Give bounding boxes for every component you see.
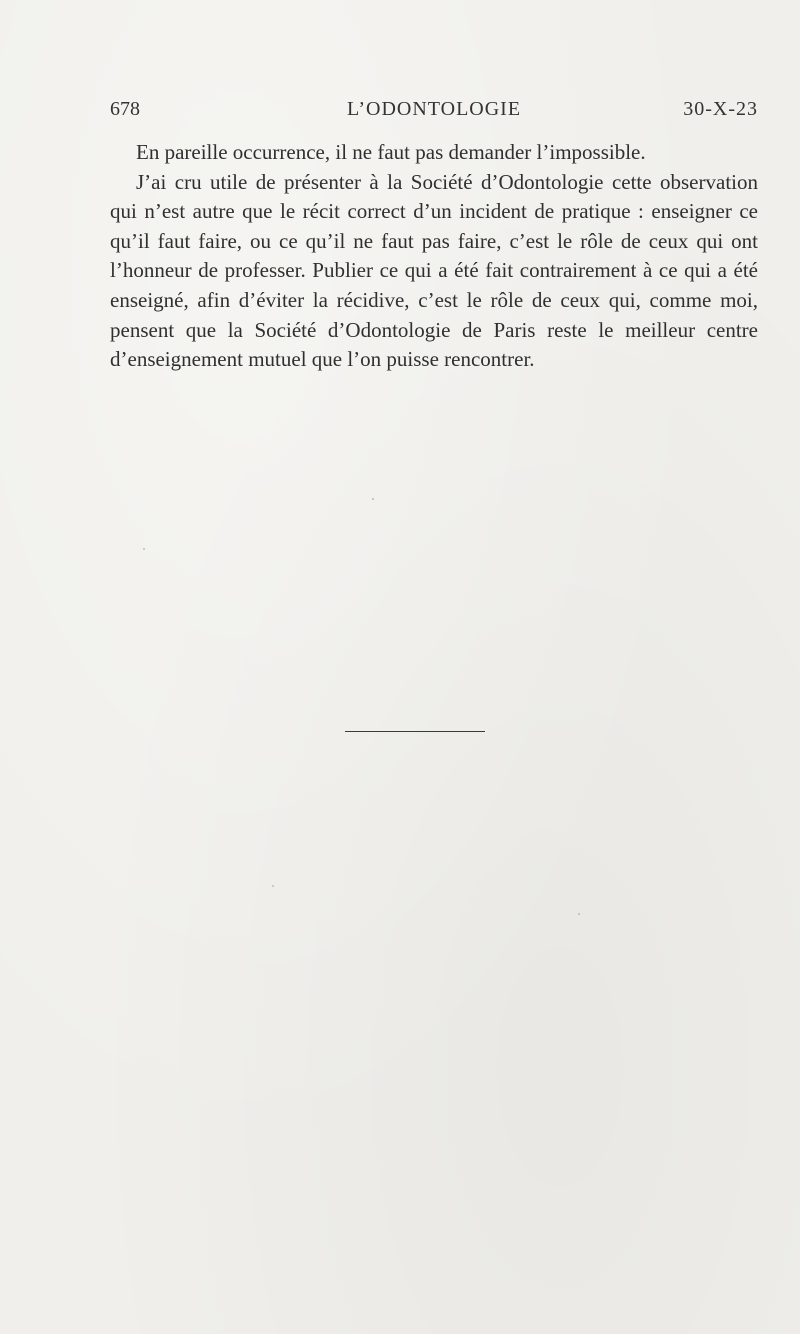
paper-speck [143, 548, 145, 550]
issue-date: 30-X-23 [683, 98, 758, 120]
paragraph-2: J’ai cru utile de présenter à la Société d’Odontologie cette observation qui n’est autre que le récit correct d’un incident de pratique : enseigner ce qu’il faut faire, ou ce qu’il ne faut pas faire, c’est le rôle de ceux qui ont l’honneur de professer. Publier ce qui a été fait contrairement à ce qui a été enseigné, afin d’éviter la récidive, c’est le rôle de ceux qui, comme moi, pensent que la Société d’Odontologie de Paris reste le meilleur centre d’enseignement mutuel que l’on puisse rencontrer. [110, 169, 758, 372]
paragraph-1: En pareille occurrence, il ne faut pas demander l’impossible. [136, 140, 646, 164]
paper-speck [372, 498, 374, 500]
paper-speck [272, 885, 274, 887]
section-end-rule [345, 731, 485, 732]
paper-speck [578, 913, 580, 915]
running-title: L’ODONTOLOGIE [346, 98, 522, 120]
page-header [110, 98, 758, 128]
page-number: 678 [110, 98, 140, 120]
body-text [110, 138, 758, 375]
